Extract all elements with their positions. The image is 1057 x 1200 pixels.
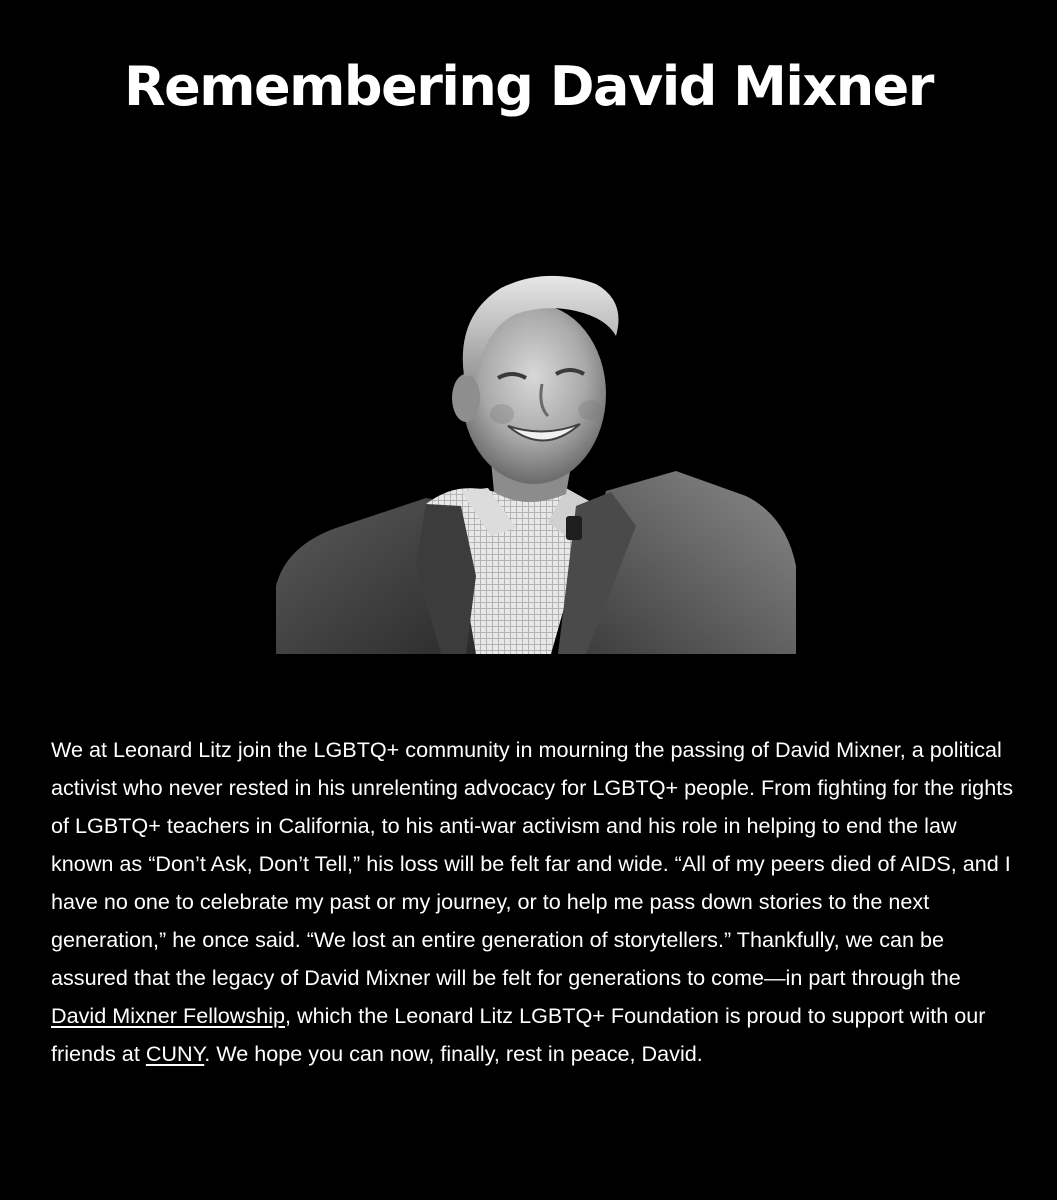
portrait-illustration [276,266,796,654]
body-text-segment: , which the Leonard Litz LGBTQ+ Foundation is proud to support with our friends at [51,1003,986,1066]
page-title: Remembering David Mixner [124,55,933,118]
body-paragraph [51,731,1021,1073]
portrait-photo [276,266,796,654]
david-mixner-fellowship-link[interactable]: David Mixner Fellowship [51,1003,286,1028]
body-text-segment: We at Leonard Litz join the LGBTQ+ community in mourning the passing of David Mixner, a political activist who never rested in his unrelenting advocacy for LGBTQ+ people. From fighting for the rights of LGBTQ+ teachers in California, to his anti-war activism and his role in helping to end the law known as “Don’t Ask, Don’t Tell,” his loss will be felt far and wide. “All of my peers died of AIDS, and I have no one to celebrate my past or my journey, or to help me pass down stories to the next generation,” he once said. “We lost an entire generation of storytellers.” Thankfully, we can be assured that the legacy of David Mixner will be felt for generations to come—in part through the [51,737,1013,990]
cuny-link[interactable]: CUNY [145,1041,205,1066]
body-text-segment: . We hope you can now, finally, rest in peace, David. [204,1041,703,1066]
